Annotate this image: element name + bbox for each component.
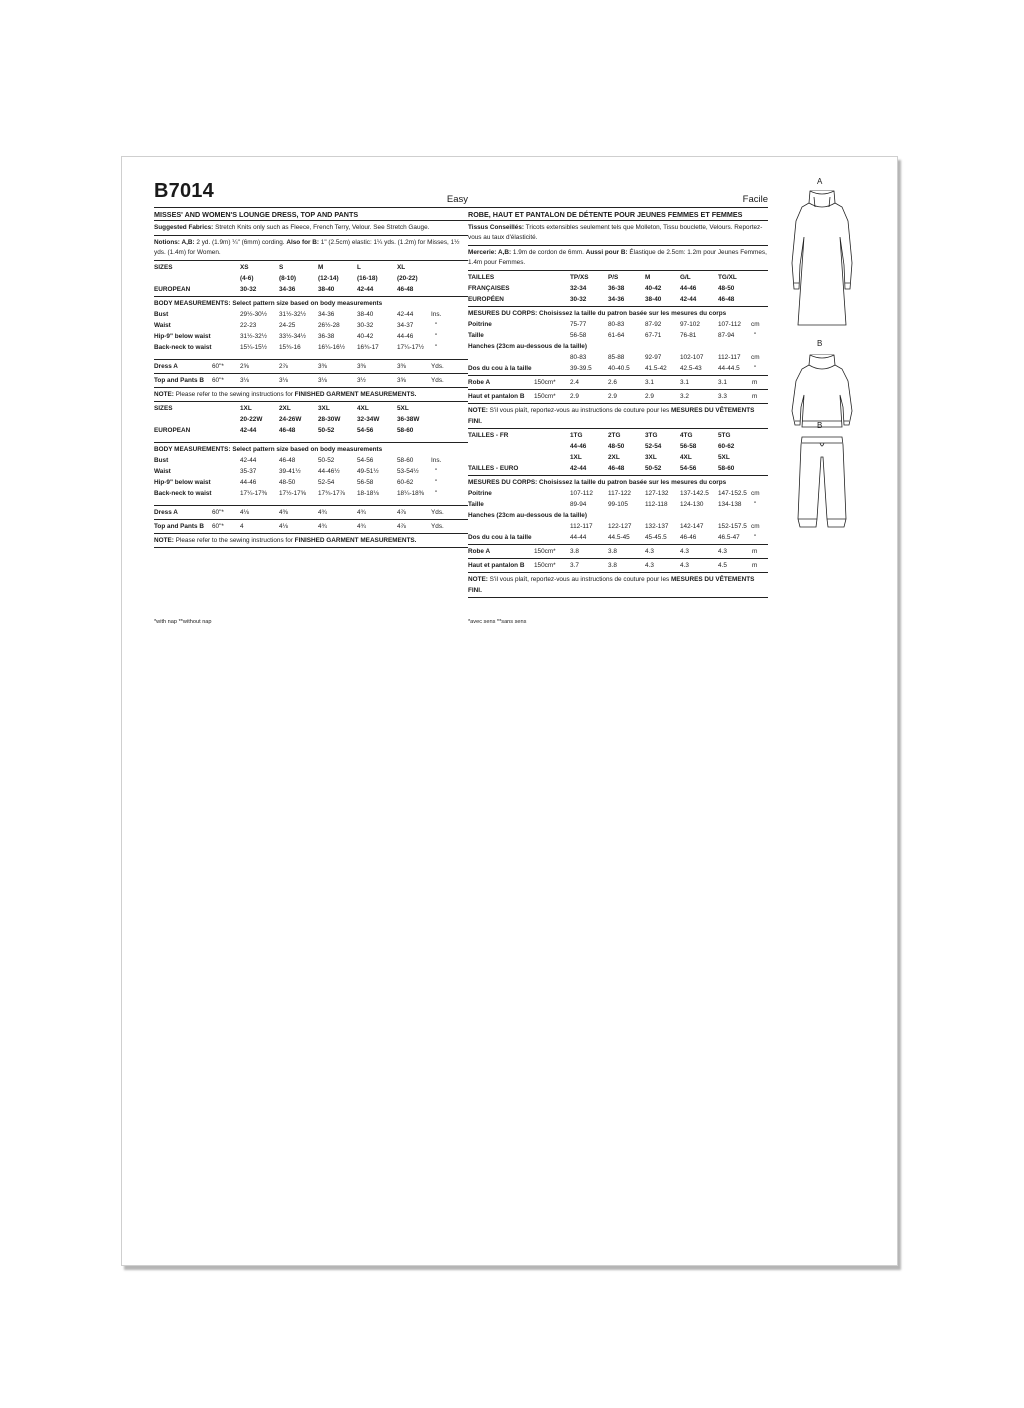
yardage-row: Haut et pantalon B 150cm* 2.9 2.9 2.9 3.2 3.3 m — [468, 393, 758, 400]
measure-row: Dos du cou à la taille 39-39.5 40-40.5 41.5-42 42.5-43 44-44.5 " — [468, 365, 757, 372]
finished-measurements-note: NOTE: Please refer to the sewing instructions for FINISHED GARMENT MEASUREMENTS. — [154, 388, 468, 402]
sizes-us-row: (4-6) (8-10) (12-14) (16-18) (20-22) — [240, 275, 418, 282]
yardage-women — [154, 506, 468, 520]
yardage-row: Robe A 150cm* 2.4 2.6 3.1 3.1 3.1 m — [468, 379, 758, 386]
measure-row: Back-neck to waist 15¼-15½ 15¾-16 16¼-16½ 16¾-17 17¼-17½ " — [154, 344, 438, 351]
measure-row: Taille 56-58 61-64 67-71 76-81 87-94 " — [468, 332, 757, 339]
size-table-women: SIZES 1XL 2XL 3XL 4XL 5XL 20-22W 24-26W 28-30W 32-34W 36-38W EUROPEAN 42-44 46-48 50-52 54-56 58-60 — [154, 402, 468, 443]
yardage-row: Haut et pantalon B 150cm* 3.7 3.8 4.3 4.3 4.5 m — [468, 562, 758, 569]
difficulty-label-fr: Facile — [742, 194, 768, 205]
measure-row: Hip-9" below waist 44-46 48-50 52-54 56-58 60-62 " — [154, 479, 438, 486]
european-row: EUROPEAN 30-32 34-36 38-40 42-44 46-48 — [154, 286, 414, 293]
measure-row: Waist 22-23 24-25 26½-28 30-32 34-37 " — [154, 322, 438, 329]
yardage-row: Dress A 60"* 4⅛ 4⅜ 4¾ 4¾ 4⅞ Yds. — [154, 509, 444, 516]
french-header — [468, 183, 768, 208]
notions: Notions: A,B: 2 yd. (1.9m) ¼" (6mm) cording. Also for B: 1" (2.5cm) elastic: 1¼ yds. (1.2m) for Misses, 1½ yds. (1.4m) for Women. — [154, 236, 468, 261]
finished-measurements-note-fr: NOTE: S'il vous plaît, reportez-vous au instructions de couture pour les MESURES DU VÊTEMENTS FINI. — [468, 404, 768, 429]
suggested-fabrics: Suggested Fabrics: Stretch Knits only such as Fleece, French Terry, Velour. See Stretch Gauge. — [154, 221, 468, 236]
english-column — [154, 180, 468, 625]
pants-b-illustration — [782, 433, 862, 531]
english-header — [154, 180, 468, 208]
yardage-women-b-fr — [468, 559, 768, 573]
measure-row: Poitrine 75-77 80-83 87-92 97-102 107-112 cm — [468, 321, 760, 328]
pattern-number: B7014 — [154, 180, 214, 202]
sizes-row: SIZES XS S M L XL — [154, 264, 406, 271]
dress-a-illustration — [782, 185, 862, 333]
yardage-row: Top and Pants B 60"* 3⅛ 3⅛ 3⅛ 3½ 3⅝ Yds. — [154, 377, 444, 384]
measure-row: 112-117 122-127 132-137 142-147 152-157.5 cm — [570, 523, 760, 530]
pattern-back-sheet — [121, 156, 898, 1266]
measure-row: 80-83 85-88 92-97 102-107 112-117 cm — [570, 354, 760, 361]
finished-measurements-note: NOTE: Please refer to the sewing instructions for FINISHED GARMENT MEASUREMENTS. — [154, 534, 468, 548]
body-measurements-misses — [154, 297, 468, 360]
measure-row: Taille 89-94 99-105 112-118 124-130 134-138 " — [468, 501, 757, 508]
yardage-women-fr — [468, 545, 768, 559]
view-label-b-pants: B — [817, 421, 823, 430]
body-measurements-women: BODY MEASUREMENTS: Select pattern size based on body measurements Bust 42-44 46-48 50-52 54-56 58-60 Ins. Waist 35-37 39-41½ 44-46½ 49-51½ 53-54½ " Hip-9" below waist 44-46 48-50 52-54 56-58 60-62 " Back-neck to waist 17¼-17⅜ 17½-17⅝ 17¾-17⅞ 18-18⅛ 18¼-18⅜ " — [154, 443, 468, 506]
yardage-misses — [154, 360, 468, 374]
pattern-title: MISSES' AND WOMEN'S LOUNGE DRESS, TOP AND PANTS — [154, 208, 468, 221]
measure-row: Bust 42-44 46-48 50-52 54-56 58-60 Ins. — [154, 457, 442, 464]
body-measurements-heading: BODY MEASUREMENTS: Select pattern size based on body measurements — [154, 300, 383, 307]
body-measurements-women-fr: MESURES DU CORPS: Choisissez la taille du patron basée sur les mesures du corps Poitrine 107-112 117-122 127-132 137-142.5 147-152.5 cm Taille 89-94 99-105 112-118 124-130 134-138 " Hanches (23cm au-dessous de la taille) 112-117 122-127 132-137 142-147 152-157.5 cm Dos du cou à la taille 44-44 44.5-45 45-45.5 46-46 46.5-47 " — [468, 476, 768, 545]
measure-row: Hip-9" below waist 31½-32½ 33½-34½ 36-38 40-42 44-46 " — [154, 333, 438, 340]
difficulty-label: Easy — [446, 194, 468, 205]
size-table-women-fr: TAILLES - FR 1TG 2TG 3TG 4TG 5TG 44-46 48-50 52-54 56-58 60-62 1XL 2XL 3XL 4XL 5XL TAILLES - EURO 42-44 46-48 50-52 54-56 58-60 — [468, 429, 768, 476]
yardage-misses-fr — [468, 376, 768, 390]
suggested-fabrics-fr: Tissus Conseillés: Tricots extensibles seulement tels que Molleton, Tissu bouclette, Velours. Reportez-vous au taux d'élasticité. — [468, 221, 768, 246]
nap-footnote-fr: *avec sens **sans sens — [468, 619, 527, 625]
measure-row: Back-neck to waist 17¼-17⅜ 17½-17⅝ 17¾-17⅞ 18-18⅛ 18¼-18⅜ " — [154, 490, 438, 497]
view-label-a: A — [817, 177, 823, 186]
body-measurements-misses-fr: MESURES DU CORPS: Choisissez la taille du patron basée sur les mesures du corps Poitrine 75-77 80-83 87-92 97-102 107-112 cm Taille 56-58 61-64 67-71 76-81 87-94 " Hanches (23cm au-dessous de la taille) 80-83 85-88 92-97 102-107 112-117 cm Dos du cou à la taille 39-39.5 40-40.5 41.5-42 42.5-43 44-44.5 " — [468, 307, 768, 376]
measure-row: Poitrine 107-112 117-122 127-132 137-142.5 147-152.5 cm — [468, 490, 760, 497]
size-table-misses — [154, 261, 468, 297]
yardage-row: Dress A 60"* 2⅝ 2⅞ 3⅜ 3⅜ 3⅜ Yds. — [154, 363, 444, 370]
measure-row: Bust 29½-30½ 31½-32½ 34-36 38-40 42-44 Ins. — [154, 311, 442, 318]
yardage-misses-b — [154, 374, 468, 388]
pattern-title-fr: ROBE, HAUT ET PANTALON DE DÉTENTE POUR JEUNES FEMMES ET FEMMES — [468, 208, 768, 221]
yardage-women-b — [154, 520, 468, 534]
size-table-misses-fr: TAILLES TP/XS P/S M G/L TG/XL FRANÇAISES 32-34 36-38 40-42 44-46 48-50 EUROPÉEN 30-32 34-36 38-40 42-44 46-48 — [468, 271, 768, 307]
yardage-row: Robe A 150cm* 3.8 3.8 4.3 4.3 4.3 m — [468, 548, 758, 555]
yardage-misses-b-fr — [468, 390, 768, 404]
finished-measurements-note-fr: NOTE: S'il vous plaît, reportez-vous au instructions de couture pour les MESURES DU VÊTEMENTS FINI. — [468, 573, 768, 598]
measure-row: Waist 35-37 39-41½ 44-46½ 49-51½ 53-54½ " — [154, 468, 438, 475]
measure-row: Dos du cou à la taille 44-44 44.5-45 45-45.5 46-46 46.5-47 " — [468, 534, 757, 541]
notions-fr: Mercerie: A,B: 1.9m de cordon de 6mm. Aussi pour B: Élastique de 2.5cm: 1.2m pour Jeunes Femmes, 1.4m pour Femmes. — [468, 246, 768, 271]
french-column — [468, 183, 768, 625]
top-b-illustration — [782, 351, 862, 431]
nap-footnote: *with nap **without nap — [154, 619, 212, 625]
view-label-b-top: B — [817, 339, 823, 348]
yardage-row: Top and Pants B 60"* 4 4⅛ 4¾ 4¾ 4⅞ Yds. — [154, 523, 444, 530]
